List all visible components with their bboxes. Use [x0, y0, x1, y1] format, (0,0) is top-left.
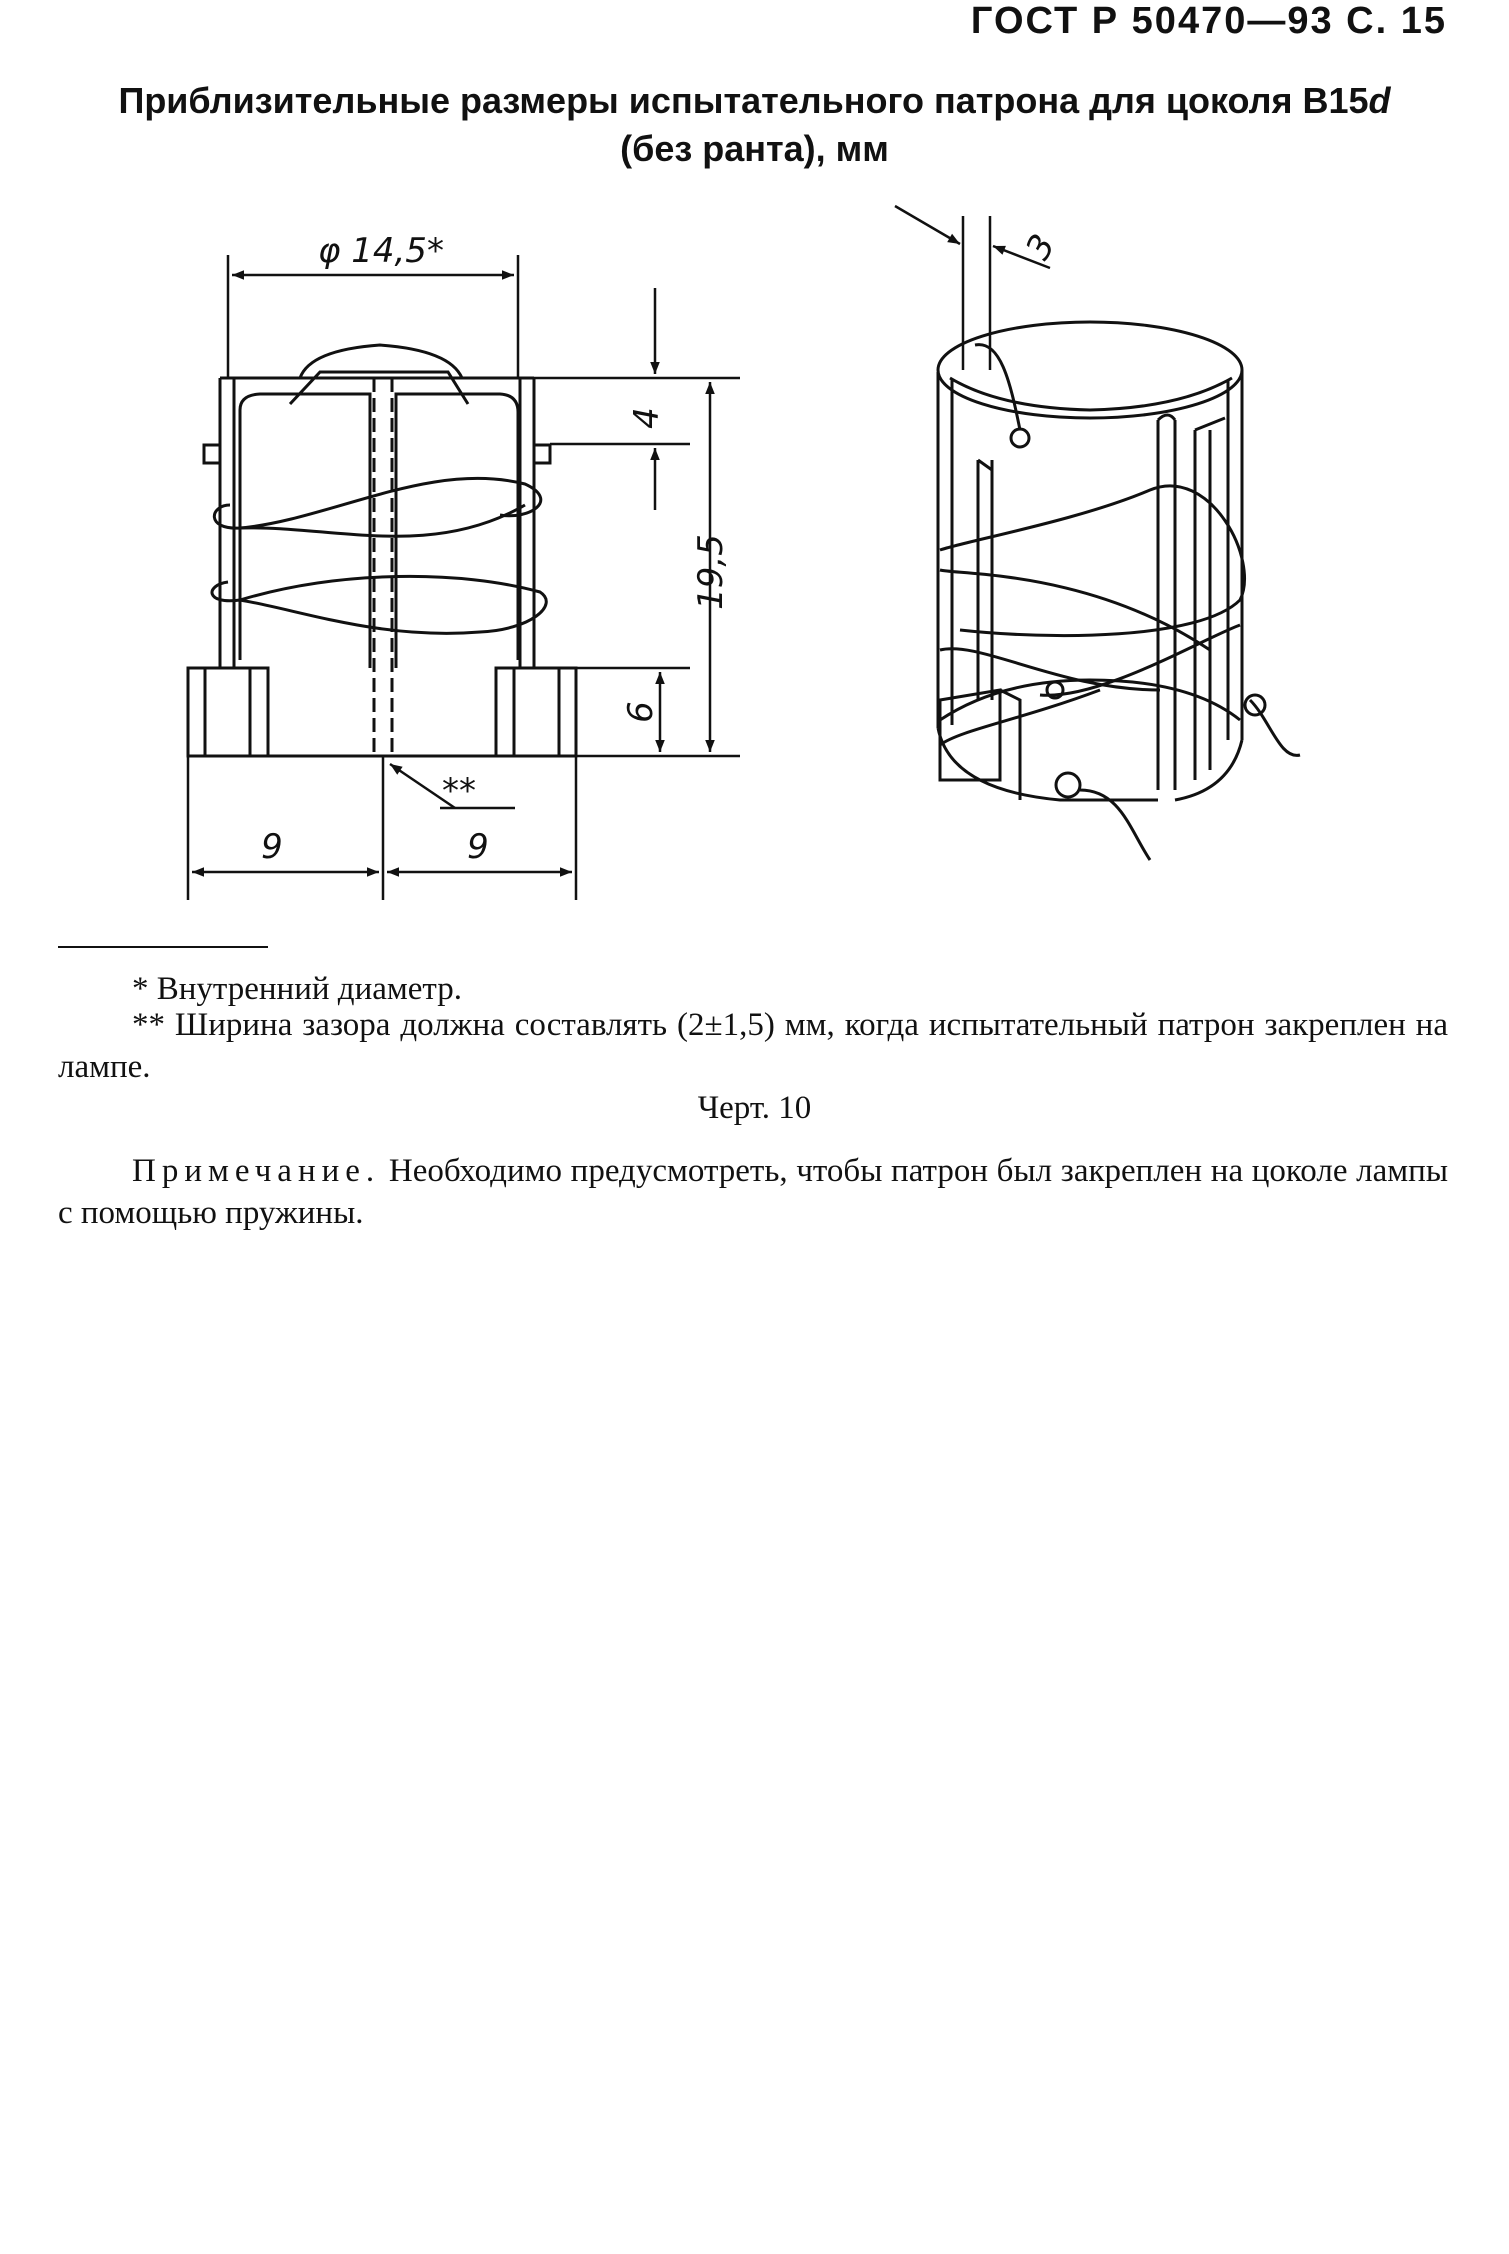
perspective-view — [938, 322, 1300, 860]
dim-bottom: 6 — [621, 701, 661, 723]
footnote-2: ** Ширина зазора должна составлять (2±1,5) мм, когда испытательный патрон закреплен на лампе. — [58, 1007, 1448, 1085]
dim-slot: 3 — [1018, 227, 1064, 267]
note-label: Примечание. — [132, 1153, 381, 1189]
footnote-1: * Внутренний диаметр. — [132, 971, 462, 1007]
page-header: ГОСТ Р 50470—93 С. 15 — [970, 0, 1447, 42]
note-text: Необходимо предусмотреть, чтобы патрон был закреплен на цоколе лампы с помощью пружины. — [58, 1153, 1448, 1231]
note-paragraph — [58, 1150, 1448, 1234]
dim-gap: ** — [442, 771, 476, 811]
dim-diameter: φ 14,5* — [318, 231, 444, 271]
figure-caption: Черт. 10 — [697, 1090, 812, 1126]
technical-drawing — [0, 0, 1509, 930]
title-text: Приблизительные размеры испытательного патрона для цоколя B15 — [118, 80, 1369, 121]
title-suffix: d — [1368, 80, 1391, 121]
dim-top: 4 — [627, 407, 667, 429]
figure-title-line2: (без ранта), мм — [620, 128, 889, 169]
dim-right: 9 — [467, 827, 489, 867]
footnote-rule — [58, 946, 268, 948]
dim-height: 19,5 — [691, 534, 731, 610]
front-view — [188, 345, 576, 756]
dim-left: 9 — [261, 827, 283, 867]
